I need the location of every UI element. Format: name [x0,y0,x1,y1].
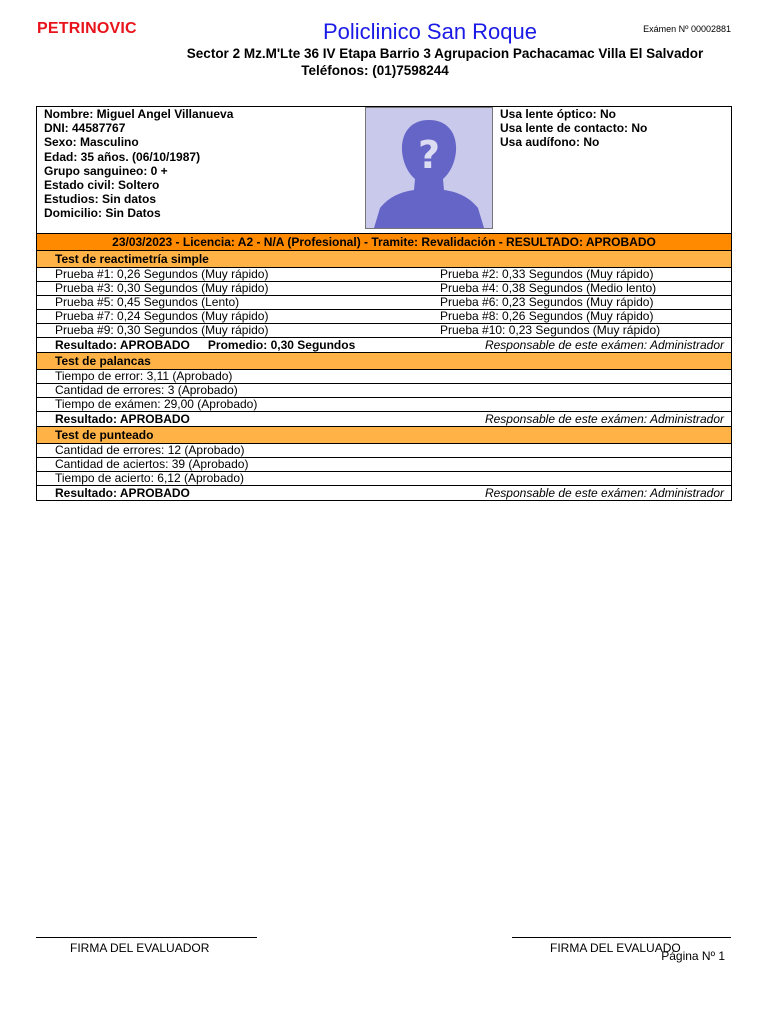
punteado-row: Tiempo de acierto: 6,12 (Aprobado) [37,472,731,486]
patient-section [37,107,731,233]
section-title-palancas: Test de palancas [37,353,731,370]
hearing-aid: Usa audífono: No [500,135,600,150]
patient-address: Domicilio: Sin Datos [44,206,161,221]
patient-studies: Estudios: Sin datos [44,192,157,207]
reaction-row [37,296,731,310]
summary-banner: 23/03/2023 - Licencia: A2 - N/A (Profesional) - Tramite: Revalidación - RESULTADO: APROBADO [37,233,731,251]
reaction-trial: Prueba #8: 0,26 Segundos (Muy rápido) [440,309,654,323]
clinic-phones: Teléfonos: (01)7598244 [301,63,449,78]
evaluee-signature-label: FIRMA DEL EVALUADO [550,941,681,955]
brand-name: PETRINOVIC [37,20,137,37]
palancas-result-row [37,412,731,427]
exam-report [36,106,732,501]
reaction-trial: Prueba #3: 0,30 Segundos (Muy rápido) [55,281,269,295]
punteado-row: Cantidad de errores: 12 (Aprobado) [37,444,731,458]
palancas-responsible: Responsable de este exámen: Administrador [484,412,724,426]
reaction-trial: Prueba #10: 0,23 Segundos (Muy rápido) [440,323,661,337]
evaluator-signature-label: FIRMA DEL EVALUADOR [70,941,210,955]
reaction-trial: Prueba #1: 0,26 Segundos (Muy rápido) [55,267,269,281]
punteado-responsible: Responsable de este exámen: Administrador [484,486,724,500]
reaction-result: Resultado: APROBADO [55,338,190,352]
palancas-row: Tiempo de error: 3,11 (Aprobado) [37,370,731,384]
patient-photo [365,107,493,229]
exam-number: Exámen Nº 00002881 [643,24,731,34]
palancas-result: Resultado: APROBADO [55,412,190,426]
optical-lens: Usa lente óptico: No [500,107,617,121]
reaction-trial: Prueba #9: 0,30 Segundos (Muy rápido) [55,323,269,337]
reaction-row [37,310,731,324]
punteado-result: Resultado: APROBADO [55,486,190,500]
patient-extras [500,107,647,150]
reaction-row [37,268,731,282]
page-number: Página Nº 1 [661,949,725,963]
patient-sex: Sexo: Masculino [44,135,139,150]
reaction-trial: Prueba #2: 0,33 Segundos (Muy rápido) [440,267,654,281]
clinic-address: Sector 2 Mz.M'Lte 36 IV Etapa Barrio 3 Agrupacion Pachacamac Villa El Salvador [186,46,704,61]
reaction-row [37,324,731,338]
patient-dni: DNI: 44587767 [44,121,126,136]
reaction-trial: Prueba #5: 0,45 Segundos (Lento) [55,295,240,309]
evaluee-signature-line [512,937,731,938]
reaction-trial: Prueba #7: 0,24 Segundos (Muy rápido) [55,309,269,323]
section-title-reactimetria: Test de reactimetría simple [37,251,731,268]
unknown-person-icon [366,108,492,228]
patient-info [44,107,233,221]
punteado-row: Cantidad de aciertos: 39 (Aprobado) [37,458,731,472]
reaction-average: Promedio: 0,30 Segundos [207,338,356,352]
reaction-trial: Prueba #6: 0,23 Segundos (Muy rápido) [440,295,654,309]
reaction-result-row [37,338,731,353]
patient-blood-group: Grupo sanguineo: 0 + [44,163,168,178]
palancas-row: Tiempo de exámen: 29,00 (Aprobado) [37,398,731,412]
patient-age: Edad: 35 años. (06/10/1987) [44,149,201,164]
patient-name: Nombre: Miguel Angel Villanueva [44,107,234,121]
reaction-responsible: Responsable de este exámen: Administrador [484,338,724,352]
evaluator-signature-line [36,937,257,938]
contact-lens: Usa lente de contacto: No [500,121,648,136]
svg-text:?: ? [417,133,441,177]
palancas-row: Cantidad de errores: 3 (Aprobado) [37,384,731,398]
clinic-name: Policlinico San Roque [322,19,538,44]
punteado-result-row [37,486,731,500]
reaction-trial: Prueba #4: 0,38 Segundos (Medio lento) [440,281,657,295]
section-title-punteado: Test de punteado [37,427,731,444]
patient-civil-status: Estado civil: Soltero [44,178,160,193]
reaction-row [37,282,731,296]
